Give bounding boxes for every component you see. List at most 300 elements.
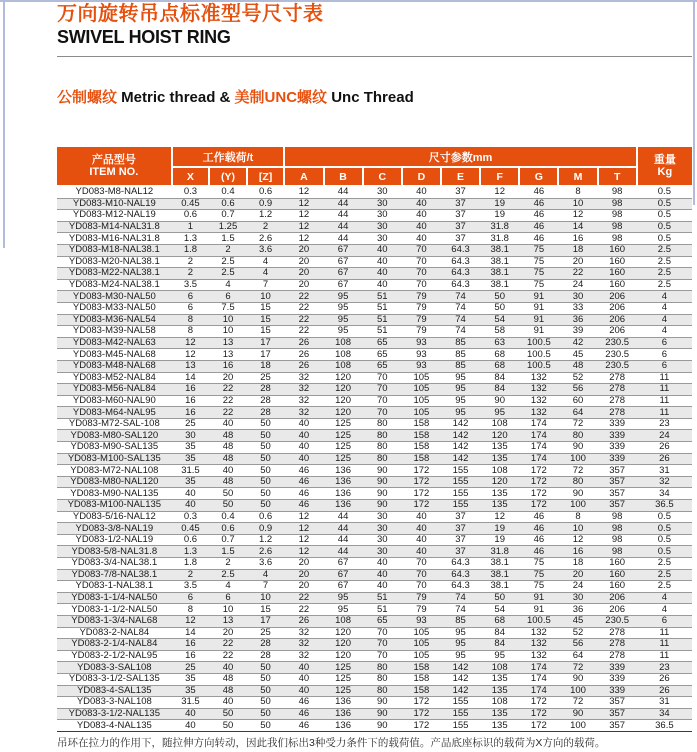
- table-row: [57, 546, 692, 558]
- value-cell: 230.5: [598, 360, 637, 372]
- value-cell: 95: [324, 314, 363, 326]
- value-cell: 80: [363, 418, 402, 430]
- value-cell: 155: [441, 488, 480, 500]
- value-cell: 132: [519, 407, 558, 419]
- col-header-item-cn: 产品型号: [91, 154, 136, 166]
- value-cell: 2.6: [247, 546, 285, 558]
- value-cell: 108: [324, 360, 363, 372]
- value-cell: 38.1: [480, 581, 519, 593]
- value-cell: 172: [519, 465, 558, 477]
- value-cell: 51: [363, 314, 402, 326]
- value-cell: 0.7: [209, 210, 247, 222]
- table-row: [57, 337, 692, 349]
- value-cell: 30: [363, 198, 402, 210]
- value-cell: 37: [441, 198, 480, 210]
- value-cell: 56: [558, 384, 597, 396]
- value-cell: 40: [363, 558, 402, 570]
- value-cell: 95: [324, 291, 363, 303]
- item-no-cell: YD083-3-NAL108: [57, 697, 172, 709]
- value-cell: 8: [172, 604, 210, 616]
- value-cell: 158: [402, 453, 441, 465]
- value-cell: 278: [598, 627, 637, 639]
- value-cell: 120: [324, 384, 363, 396]
- value-cell: 4: [637, 604, 692, 616]
- value-cell: 85: [441, 349, 480, 361]
- value-cell: 46: [519, 233, 558, 245]
- value-cell: 37: [441, 233, 480, 245]
- item-no-cell: YD083-M80-SAL120: [57, 430, 172, 442]
- value-cell: 40: [209, 662, 247, 674]
- value-cell: 174: [519, 430, 558, 442]
- value-cell: 174: [519, 662, 558, 674]
- col-header-dims-group: 尺寸参数mm: [284, 147, 636, 167]
- value-cell: 37: [441, 221, 480, 233]
- value-cell: 40: [402, 546, 441, 558]
- value-cell: 22: [209, 650, 247, 662]
- value-cell: 172: [519, 697, 558, 709]
- value-cell: 50: [209, 720, 247, 732]
- value-cell: 95: [441, 650, 480, 662]
- value-cell: 12: [284, 546, 323, 558]
- value-cell: 172: [519, 500, 558, 512]
- title-divider: [57, 56, 692, 57]
- value-cell: 4: [247, 569, 285, 581]
- value-cell: 357: [598, 465, 637, 477]
- value-cell: 4: [637, 314, 692, 326]
- value-cell: 46: [519, 198, 558, 210]
- value-cell: 44: [324, 210, 363, 222]
- value-cell: 22: [284, 302, 323, 314]
- value-cell: 70: [363, 407, 402, 419]
- value-cell: 12: [284, 198, 323, 210]
- table-row: [57, 511, 692, 523]
- value-cell: 0.5: [637, 210, 692, 222]
- value-cell: 42: [558, 337, 597, 349]
- value-cell: 20: [284, 256, 323, 268]
- item-no-cell: YD083-M24-NAL38.1: [57, 279, 172, 291]
- value-cell: 22: [284, 291, 323, 303]
- value-cell: 2: [247, 221, 285, 233]
- value-cell: 48: [209, 442, 247, 454]
- table-row: [57, 685, 692, 697]
- value-cell: 132: [519, 627, 558, 639]
- value-cell: 32: [284, 372, 323, 384]
- value-cell: 90: [558, 442, 597, 454]
- value-cell: 0.4: [209, 186, 247, 198]
- value-cell: 51: [363, 291, 402, 303]
- value-cell: 2.5: [209, 268, 247, 280]
- col-header-item: [57, 147, 172, 186]
- value-cell: 75: [519, 279, 558, 291]
- value-cell: 46: [284, 476, 323, 488]
- value-cell: 108: [480, 418, 519, 430]
- value-cell: 32: [284, 395, 323, 407]
- col-header-m: M: [558, 167, 597, 186]
- value-cell: 75: [519, 256, 558, 268]
- value-cell: 80: [558, 476, 597, 488]
- value-cell: 135: [480, 500, 519, 512]
- value-cell: 74: [441, 291, 480, 303]
- item-no-cell: YD083-M45-NAL68: [57, 349, 172, 361]
- value-cell: 46: [519, 523, 558, 535]
- value-cell: 90: [363, 465, 402, 477]
- value-cell: 64.3: [441, 558, 480, 570]
- value-cell: 36.5: [637, 500, 692, 512]
- value-cell: 40: [209, 465, 247, 477]
- page-edge-top: [0, 0, 697, 2]
- value-cell: 46: [284, 708, 323, 720]
- value-cell: 136: [324, 708, 363, 720]
- value-cell: 16: [172, 395, 210, 407]
- value-cell: 0.6: [172, 534, 210, 546]
- value-cell: 24: [558, 279, 597, 291]
- value-cell: 72: [558, 662, 597, 674]
- value-cell: 30: [363, 221, 402, 233]
- value-cell: 68: [480, 360, 519, 372]
- page-edge-left: [3, 0, 5, 248]
- value-cell: 32: [637, 476, 692, 488]
- item-no-cell: YD083-1/2-NAL19: [57, 534, 172, 546]
- value-cell: 38.1: [480, 569, 519, 581]
- value-cell: 2: [209, 558, 247, 570]
- value-cell: 35: [172, 453, 210, 465]
- table-row: [57, 720, 692, 732]
- value-cell: 51: [363, 302, 402, 314]
- value-cell: 70: [402, 581, 441, 593]
- value-cell: 13: [209, 615, 247, 627]
- value-cell: 44: [324, 198, 363, 210]
- item-no-cell: YD083-1-1/2-NAL50: [57, 604, 172, 616]
- item-no-cell: YD083-5/8-NAL31.8: [57, 546, 172, 558]
- value-cell: 91: [519, 302, 558, 314]
- value-cell: 22: [284, 326, 323, 338]
- value-cell: 108: [324, 337, 363, 349]
- col-header-t: T: [598, 167, 637, 186]
- value-cell: 44: [324, 221, 363, 233]
- value-cell: 19: [480, 210, 519, 222]
- value-cell: 4: [637, 291, 692, 303]
- value-cell: 10: [247, 291, 285, 303]
- value-cell: 50: [247, 697, 285, 709]
- item-no-cell: YD083-M48-NAL68: [57, 360, 172, 372]
- value-cell: 16: [172, 639, 210, 651]
- value-cell: 98: [598, 233, 637, 245]
- value-cell: 2.5: [637, 581, 692, 593]
- value-cell: 51: [363, 604, 402, 616]
- value-cell: 98: [598, 523, 637, 535]
- value-cell: 206: [598, 592, 637, 604]
- value-cell: 58: [480, 326, 519, 338]
- value-cell: 278: [598, 639, 637, 651]
- item-no-cell: YD083-M64-NAL95: [57, 407, 172, 419]
- value-cell: 23: [637, 418, 692, 430]
- value-cell: 45: [558, 349, 597, 361]
- value-cell: 74: [441, 314, 480, 326]
- value-cell: 11: [637, 372, 692, 384]
- value-cell: 2.5: [637, 558, 692, 570]
- value-cell: 11: [637, 395, 692, 407]
- value-cell: 75: [519, 581, 558, 593]
- value-cell: 28: [247, 395, 285, 407]
- value-cell: 132: [519, 650, 558, 662]
- value-cell: 155: [441, 720, 480, 732]
- value-cell: 50: [247, 476, 285, 488]
- value-cell: 50: [247, 453, 285, 465]
- item-no-cell: YD083-2-1/2-NAL95: [57, 650, 172, 662]
- item-no-cell: YD083-M56-NAL84: [57, 384, 172, 396]
- value-cell: 206: [598, 604, 637, 616]
- table-row: [57, 569, 692, 581]
- value-cell: 20: [284, 268, 323, 280]
- value-cell: 142: [441, 685, 480, 697]
- value-cell: 105: [402, 372, 441, 384]
- value-cell: 68: [480, 349, 519, 361]
- table-row: [57, 476, 692, 488]
- value-cell: 135: [480, 720, 519, 732]
- value-cell: 79: [402, 326, 441, 338]
- value-cell: 0.6: [209, 198, 247, 210]
- value-cell: 68: [480, 615, 519, 627]
- value-cell: 40: [172, 708, 210, 720]
- value-cell: 37: [441, 534, 480, 546]
- page-edge-right: [693, 0, 695, 205]
- value-cell: 16: [558, 546, 597, 558]
- value-cell: 67: [324, 256, 363, 268]
- value-cell: 67: [324, 558, 363, 570]
- value-cell: 100.5: [519, 349, 558, 361]
- value-cell: 74: [441, 604, 480, 616]
- value-cell: 2.5: [637, 569, 692, 581]
- value-cell: 174: [519, 685, 558, 697]
- value-cell: 40: [363, 256, 402, 268]
- value-cell: 39: [558, 326, 597, 338]
- value-cell: 10: [558, 523, 597, 535]
- value-cell: 125: [324, 685, 363, 697]
- item-no-cell: YD083-2-NAL84: [57, 627, 172, 639]
- value-cell: 70: [402, 558, 441, 570]
- table-row: [57, 186, 692, 198]
- value-cell: 26: [637, 673, 692, 685]
- thread-heading: [57, 88, 692, 107]
- value-cell: 12: [172, 349, 210, 361]
- item-no-cell: YD083-M42-NAL63: [57, 337, 172, 349]
- value-cell: 8: [558, 186, 597, 198]
- value-cell: 0.5: [637, 511, 692, 523]
- value-cell: 105: [402, 384, 441, 396]
- value-cell: 12: [558, 534, 597, 546]
- table-row: [57, 210, 692, 222]
- table-row: [57, 639, 692, 651]
- value-cell: 90: [363, 500, 402, 512]
- value-cell: 172: [519, 476, 558, 488]
- value-cell: 18: [247, 360, 285, 372]
- value-cell: 172: [402, 708, 441, 720]
- item-no-cell: YD083-3-SAL108: [57, 662, 172, 674]
- value-cell: 64: [558, 650, 597, 662]
- value-cell: 158: [402, 430, 441, 442]
- value-cell: 20: [284, 569, 323, 581]
- value-cell: 125: [324, 453, 363, 465]
- value-cell: 79: [402, 604, 441, 616]
- value-cell: 172: [402, 500, 441, 512]
- item-no-cell: YD083-M30-NAL50: [57, 291, 172, 303]
- value-cell: 64.3: [441, 256, 480, 268]
- value-cell: 1.3: [172, 546, 210, 558]
- value-cell: 40: [284, 442, 323, 454]
- value-cell: 36: [558, 604, 597, 616]
- value-cell: 31.5: [172, 465, 210, 477]
- value-cell: 1.2: [247, 534, 285, 546]
- value-cell: 230.5: [598, 337, 637, 349]
- value-cell: 36.5: [637, 720, 692, 732]
- value-cell: 20: [558, 256, 597, 268]
- value-cell: 278: [598, 407, 637, 419]
- value-cell: 15: [247, 314, 285, 326]
- value-cell: 80: [363, 453, 402, 465]
- item-no-cell: YD083-M20-NAL38.1: [57, 256, 172, 268]
- value-cell: 91: [519, 604, 558, 616]
- value-cell: 105: [402, 627, 441, 639]
- value-cell: 2.5: [637, 279, 692, 291]
- value-cell: 26: [637, 442, 692, 454]
- value-cell: 79: [402, 592, 441, 604]
- item-no-cell: YD083-7/8-NAL38.1: [57, 569, 172, 581]
- value-cell: 3.6: [247, 244, 285, 256]
- value-cell: 85: [441, 337, 480, 349]
- value-cell: 6: [172, 291, 210, 303]
- value-cell: 46: [519, 511, 558, 523]
- value-cell: 12: [284, 511, 323, 523]
- value-cell: 172: [519, 488, 558, 500]
- value-cell: 30: [363, 546, 402, 558]
- value-cell: 136: [324, 697, 363, 709]
- value-cell: 142: [441, 418, 480, 430]
- item-no-cell: YD083-3-1/2-SAL135: [57, 673, 172, 685]
- value-cell: 160: [598, 581, 637, 593]
- value-cell: 80: [363, 662, 402, 674]
- value-cell: 4: [247, 268, 285, 280]
- value-cell: 125: [324, 430, 363, 442]
- value-cell: 91: [519, 314, 558, 326]
- value-cell: 30: [363, 534, 402, 546]
- value-cell: 75: [519, 558, 558, 570]
- table-row: [57, 198, 692, 210]
- value-cell: 22: [209, 384, 247, 396]
- value-cell: 120: [324, 372, 363, 384]
- item-no-cell: YD083-M16-NAL31.8: [57, 233, 172, 245]
- value-cell: 30: [558, 291, 597, 303]
- value-cell: 46: [519, 186, 558, 198]
- value-cell: 172: [402, 697, 441, 709]
- value-cell: 155: [441, 708, 480, 720]
- value-cell: 278: [598, 384, 637, 396]
- value-cell: 50: [247, 465, 285, 477]
- value-cell: 339: [598, 430, 637, 442]
- value-cell: 1.2: [247, 210, 285, 222]
- value-cell: 35: [172, 673, 210, 685]
- value-cell: 4: [209, 581, 247, 593]
- value-cell: 40: [363, 244, 402, 256]
- value-cell: 4: [637, 326, 692, 338]
- value-cell: 120: [324, 627, 363, 639]
- value-cell: 95: [324, 302, 363, 314]
- value-cell: 38.1: [480, 558, 519, 570]
- value-cell: 132: [519, 395, 558, 407]
- value-cell: 11: [637, 627, 692, 639]
- value-cell: 40: [284, 685, 323, 697]
- value-cell: 50: [247, 488, 285, 500]
- table-row: [57, 465, 692, 477]
- value-cell: 160: [598, 558, 637, 570]
- value-cell: 44: [324, 534, 363, 546]
- table-row: [57, 268, 692, 280]
- thread-heading-unc-cn: 美制UNC螺纹: [234, 89, 328, 106]
- value-cell: 14: [558, 221, 597, 233]
- value-cell: 64.3: [441, 279, 480, 291]
- value-cell: 44: [324, 233, 363, 245]
- value-cell: 4: [209, 279, 247, 291]
- value-cell: 1: [172, 221, 210, 233]
- value-cell: 230.5: [598, 349, 637, 361]
- item-no-cell: YD083-M90-SAL135: [57, 442, 172, 454]
- value-cell: 52: [558, 627, 597, 639]
- value-cell: 6: [172, 592, 210, 604]
- value-cell: 20: [284, 279, 323, 291]
- value-cell: 0.5: [637, 523, 692, 535]
- value-cell: 339: [598, 442, 637, 454]
- value-cell: 22: [284, 314, 323, 326]
- value-cell: 24: [558, 581, 597, 593]
- value-cell: 54: [480, 314, 519, 326]
- value-cell: 11: [637, 639, 692, 651]
- value-cell: 95: [324, 592, 363, 604]
- table-row: [57, 372, 692, 384]
- value-cell: 0.6: [247, 186, 285, 198]
- item-no-cell: YD083-M8-NAL12: [57, 186, 172, 198]
- value-cell: 357: [598, 708, 637, 720]
- value-cell: 34: [637, 708, 692, 720]
- value-cell: 70: [402, 244, 441, 256]
- table-row: [57, 326, 692, 338]
- value-cell: 40: [284, 453, 323, 465]
- value-cell: 125: [324, 418, 363, 430]
- value-cell: 31.8: [480, 221, 519, 233]
- value-cell: 48: [209, 673, 247, 685]
- value-cell: 28: [247, 407, 285, 419]
- value-cell: 0.5: [637, 534, 692, 546]
- value-cell: 26: [284, 360, 323, 372]
- value-cell: 100.5: [519, 615, 558, 627]
- value-cell: 100: [558, 453, 597, 465]
- value-cell: 0.6: [247, 511, 285, 523]
- value-cell: 339: [598, 662, 637, 674]
- table-row: [57, 430, 692, 442]
- value-cell: 158: [402, 685, 441, 697]
- value-cell: 35: [172, 685, 210, 697]
- value-cell: 40: [402, 198, 441, 210]
- value-cell: 50: [247, 500, 285, 512]
- value-cell: 135: [480, 453, 519, 465]
- value-cell: 23: [637, 662, 692, 674]
- value-cell: 40: [209, 697, 247, 709]
- value-cell: 4: [637, 302, 692, 314]
- value-cell: 95: [441, 372, 480, 384]
- value-cell: 90: [480, 395, 519, 407]
- value-cell: 1.8: [172, 244, 210, 256]
- item-no-cell: YD083-M72-NAL108: [57, 465, 172, 477]
- table-row: [57, 291, 692, 303]
- value-cell: 51: [363, 326, 402, 338]
